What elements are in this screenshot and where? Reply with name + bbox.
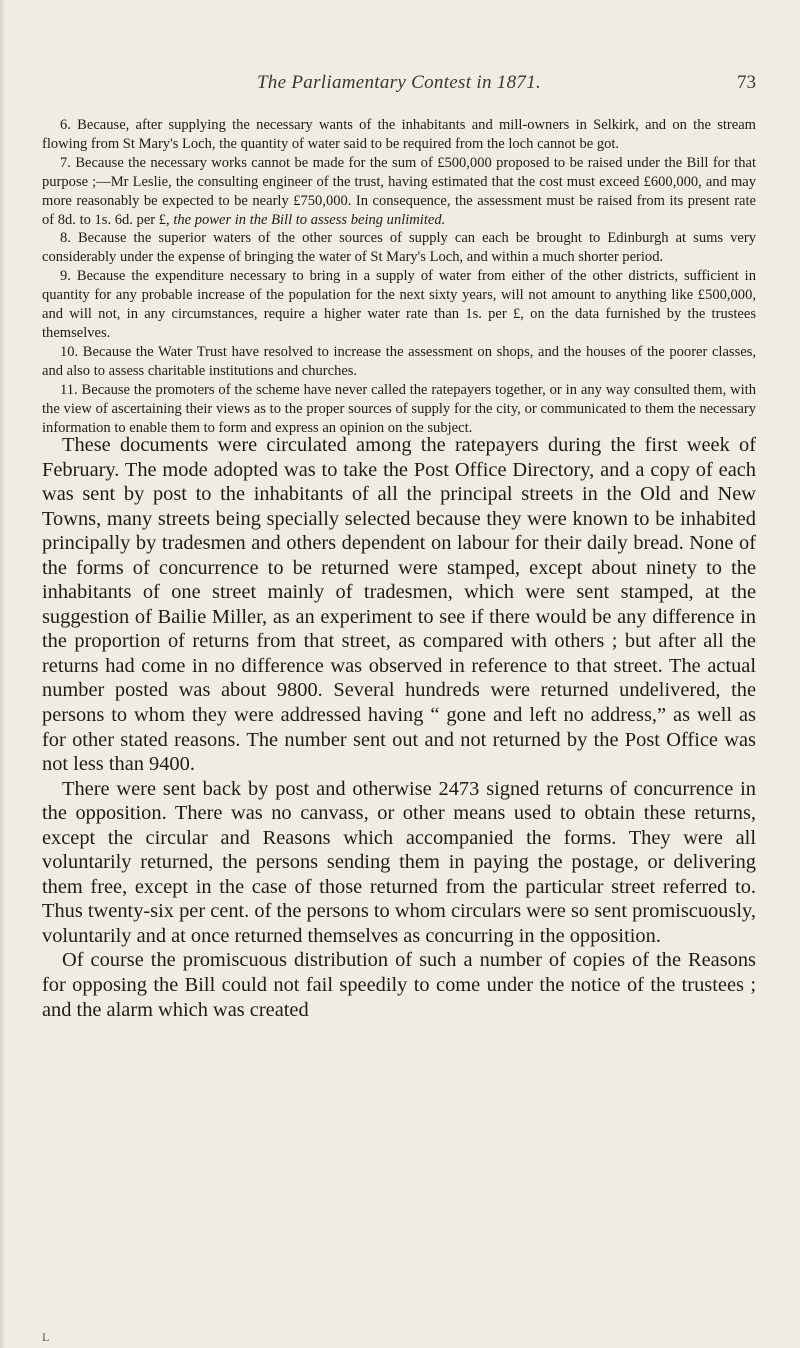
reason-text: 6. Because, after supplying the necessary wants of the inhabitants and mill-owners in Selkirk, and on the stream flowing from St Mary's Loch, the quantity of water said to be required from the loch cannot be got. bbox=[42, 117, 756, 152]
paragraph: Of course the promiscuous distribution of such a number of copies of the Reasons for opposing the Bill could not fail speedily to come under the notice of the trustees ; and the alarm which was created bbox=[42, 949, 756, 1021]
signature-mark: L bbox=[42, 1330, 50, 1344]
reason-emphasis: the power in the Bill to assess being unlimited. bbox=[173, 211, 446, 228]
running-title: The Parliamentary Contest in 1871. bbox=[256, 72, 542, 93]
reason-item bbox=[42, 343, 756, 381]
reason-text: 7. Because the necessary works cannot be made for the sum of £500,000 proposed to be raised under the Bill for that purpose ;—Mr Leslie, the consulting engineer of the trust, having estimated that the cost must exceed £600,000, and may more reasonably be expected to be nearly £750,000. In consequence, the assessment must be raised from its present rate of 8d. to 1s. 6d. per £, bbox=[42, 154, 756, 228]
reason-text: 9. Because the expenditure necessary to bring in a supply of water from either of the other districts, sufficient in quantity for any probable increase of the population for the next sixty years, will not amount to anything like £500,000, and will not, in any circumstances, require a higher water rate than 1s. per £, on the data furnished by the trustees themselves. bbox=[42, 268, 756, 341]
reason-text: 10. Because the Water Trust have resolved to increase the assessment on shops, and the houses of the poorer classes, and also to assess charitable institutions and churches. bbox=[42, 343, 756, 379]
reason-item bbox=[42, 154, 756, 230]
page-number: 73 bbox=[737, 72, 756, 93]
page-header bbox=[42, 72, 756, 102]
reasons-list bbox=[42, 116, 756, 437]
reason-item bbox=[42, 116, 756, 154]
paragraph: These documents were circulated among the ratepayers during the first week of February. The mode adopted was to take the Post Office Directory, and a copy of each was sent by post to the inhabitants of all the principal streets in the Old and New Towns, many streets being specially selected because they were known to be inhabited principally by tradesmen and others dependent on labour for their daily bread. None of the forms of concurrence to be returned were stamped, except about ninety to the inhabitants of one street mainly of tradesmen, which were sent stamped, at the suggestion of Bailie Miller, as an experiment to see if there would be any difference in the proportion of returns from that street, as compared with others ; but after all the returns had come in no difference was observed in reference to that street. The actual number posted was about 9800. Several hundreds were returned undelivered, the persons to whom they were addressed having “ gone and left no address,” as well as for other stated reasons. The number sent out and not returned by the Post Office was not less than 9400. bbox=[42, 434, 756, 776]
reason-item bbox=[42, 267, 756, 343]
paragraph: There were sent back by post and otherwise 2473 signed returns of concurrence in the opposition. There was no canvass, or other means used to obtain these returns, except the circular and Reasons which accompanied the forms. They were all voluntarily returned, the persons sending them in paying the postage, or delivering them free, except in the case of those returned from the particular street referred to. Thus twenty-six per cent. of the persons to whom circulars were so sent promiscuously, voluntarily and at once returned themselves as concurring in the opposition. bbox=[42, 777, 756, 947]
reason-text: 8. Because the superior waters of the other sources of supply can each be brought to Edinburgh at sums very considerably under the expense of bringing the water of St Mary's Loch, and within a much shorter period. bbox=[42, 230, 756, 266]
reason-item bbox=[42, 229, 756, 267]
reason-item bbox=[42, 381, 756, 438]
main-text bbox=[42, 433, 756, 1022]
reason-text: 11. Because the promoters of the scheme have never called the ratepayers together, or in any way consulted them, with the view of ascertaining their views as to the proper sources of supply for the city, or communicated to them the necessary information to enable them to form and express an opinion on the subject. bbox=[42, 381, 756, 436]
